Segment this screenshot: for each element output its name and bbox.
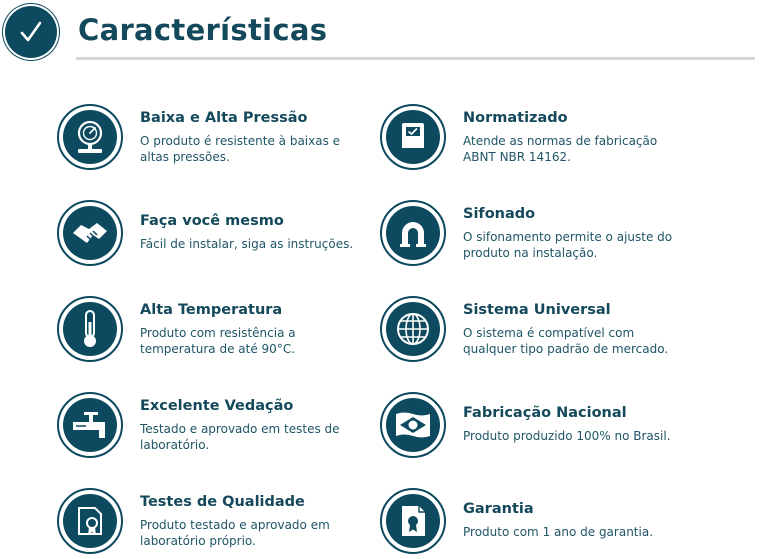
- feature-description: Produto com 1 ano de garantia.: [463, 525, 654, 539]
- feature-title: Baixa e Alta Pressão: [140, 110, 308, 126]
- feature-national: [380, 392, 680, 462]
- feature-title: Sifonado: [463, 206, 536, 222]
- feature-description: Atende as normas de fabricação ABNT NBR 14162.: [463, 134, 658, 164]
- feature-title: Normatizado: [463, 110, 568, 126]
- feature-temperature: [57, 296, 357, 366]
- feature-description: Produto com resistência a temperatura de até 90°C.: [140, 326, 296, 356]
- check-icon: [5, 6, 57, 58]
- feature-title: Garantia: [463, 501, 534, 517]
- feature-warranty: [380, 488, 680, 558]
- page-title: Características: [78, 13, 328, 47]
- pressure-gauge-icon: [57, 104, 123, 170]
- feature-diy: [57, 200, 357, 270]
- feature-description: O produto é resistente à baixas e altas pressões.: [140, 134, 341, 164]
- feature-title: Testes de Qualidade: [140, 494, 305, 510]
- warranty-certificate-icon: [380, 488, 446, 554]
- feature-title: Sistema Universal: [463, 302, 611, 318]
- feature-normatizado: [380, 104, 680, 174]
- feature-title: Faça você mesmo: [140, 213, 284, 229]
- brazil-flag-icon: [380, 392, 446, 458]
- feature-title: Excelente Vedação: [140, 398, 294, 414]
- thermometer-icon: [57, 296, 123, 362]
- faucet-icon: [57, 392, 123, 458]
- feature-quality: [57, 488, 357, 558]
- section-header: [0, 0, 760, 70]
- handshake-icon: [57, 200, 123, 266]
- feature-description: O sifonamento permite o ajuste do produto na instalação.: [463, 230, 673, 260]
- feature-description: Testado e aprovado em testes de laboratório.: [140, 422, 340, 452]
- feature-title: Fabricação Nacional: [463, 405, 627, 421]
- feature-description: Produto testado e aprovado em laboratório próprio.: [140, 518, 330, 548]
- feature-description: O sistema é compatível com qualquer tipo padrão de mercado.: [463, 326, 669, 356]
- feature-description: Fácil de instalar, siga as instruções.: [140, 237, 354, 251]
- siphon-icon: [380, 200, 446, 266]
- feature-title: Alta Temperatura: [140, 302, 283, 318]
- feature-universal: [380, 296, 680, 366]
- feature-description: Produto produzido 100% no Brasil.: [463, 429, 671, 443]
- globe-icon: [380, 296, 446, 362]
- feature-sifonado: [380, 200, 680, 270]
- feature-pressure: [57, 104, 357, 174]
- quality-seal-icon: [57, 488, 123, 554]
- feature-sealing: [57, 392, 357, 462]
- title-divider: [76, 57, 755, 60]
- certified-book-icon: [380, 104, 446, 170]
